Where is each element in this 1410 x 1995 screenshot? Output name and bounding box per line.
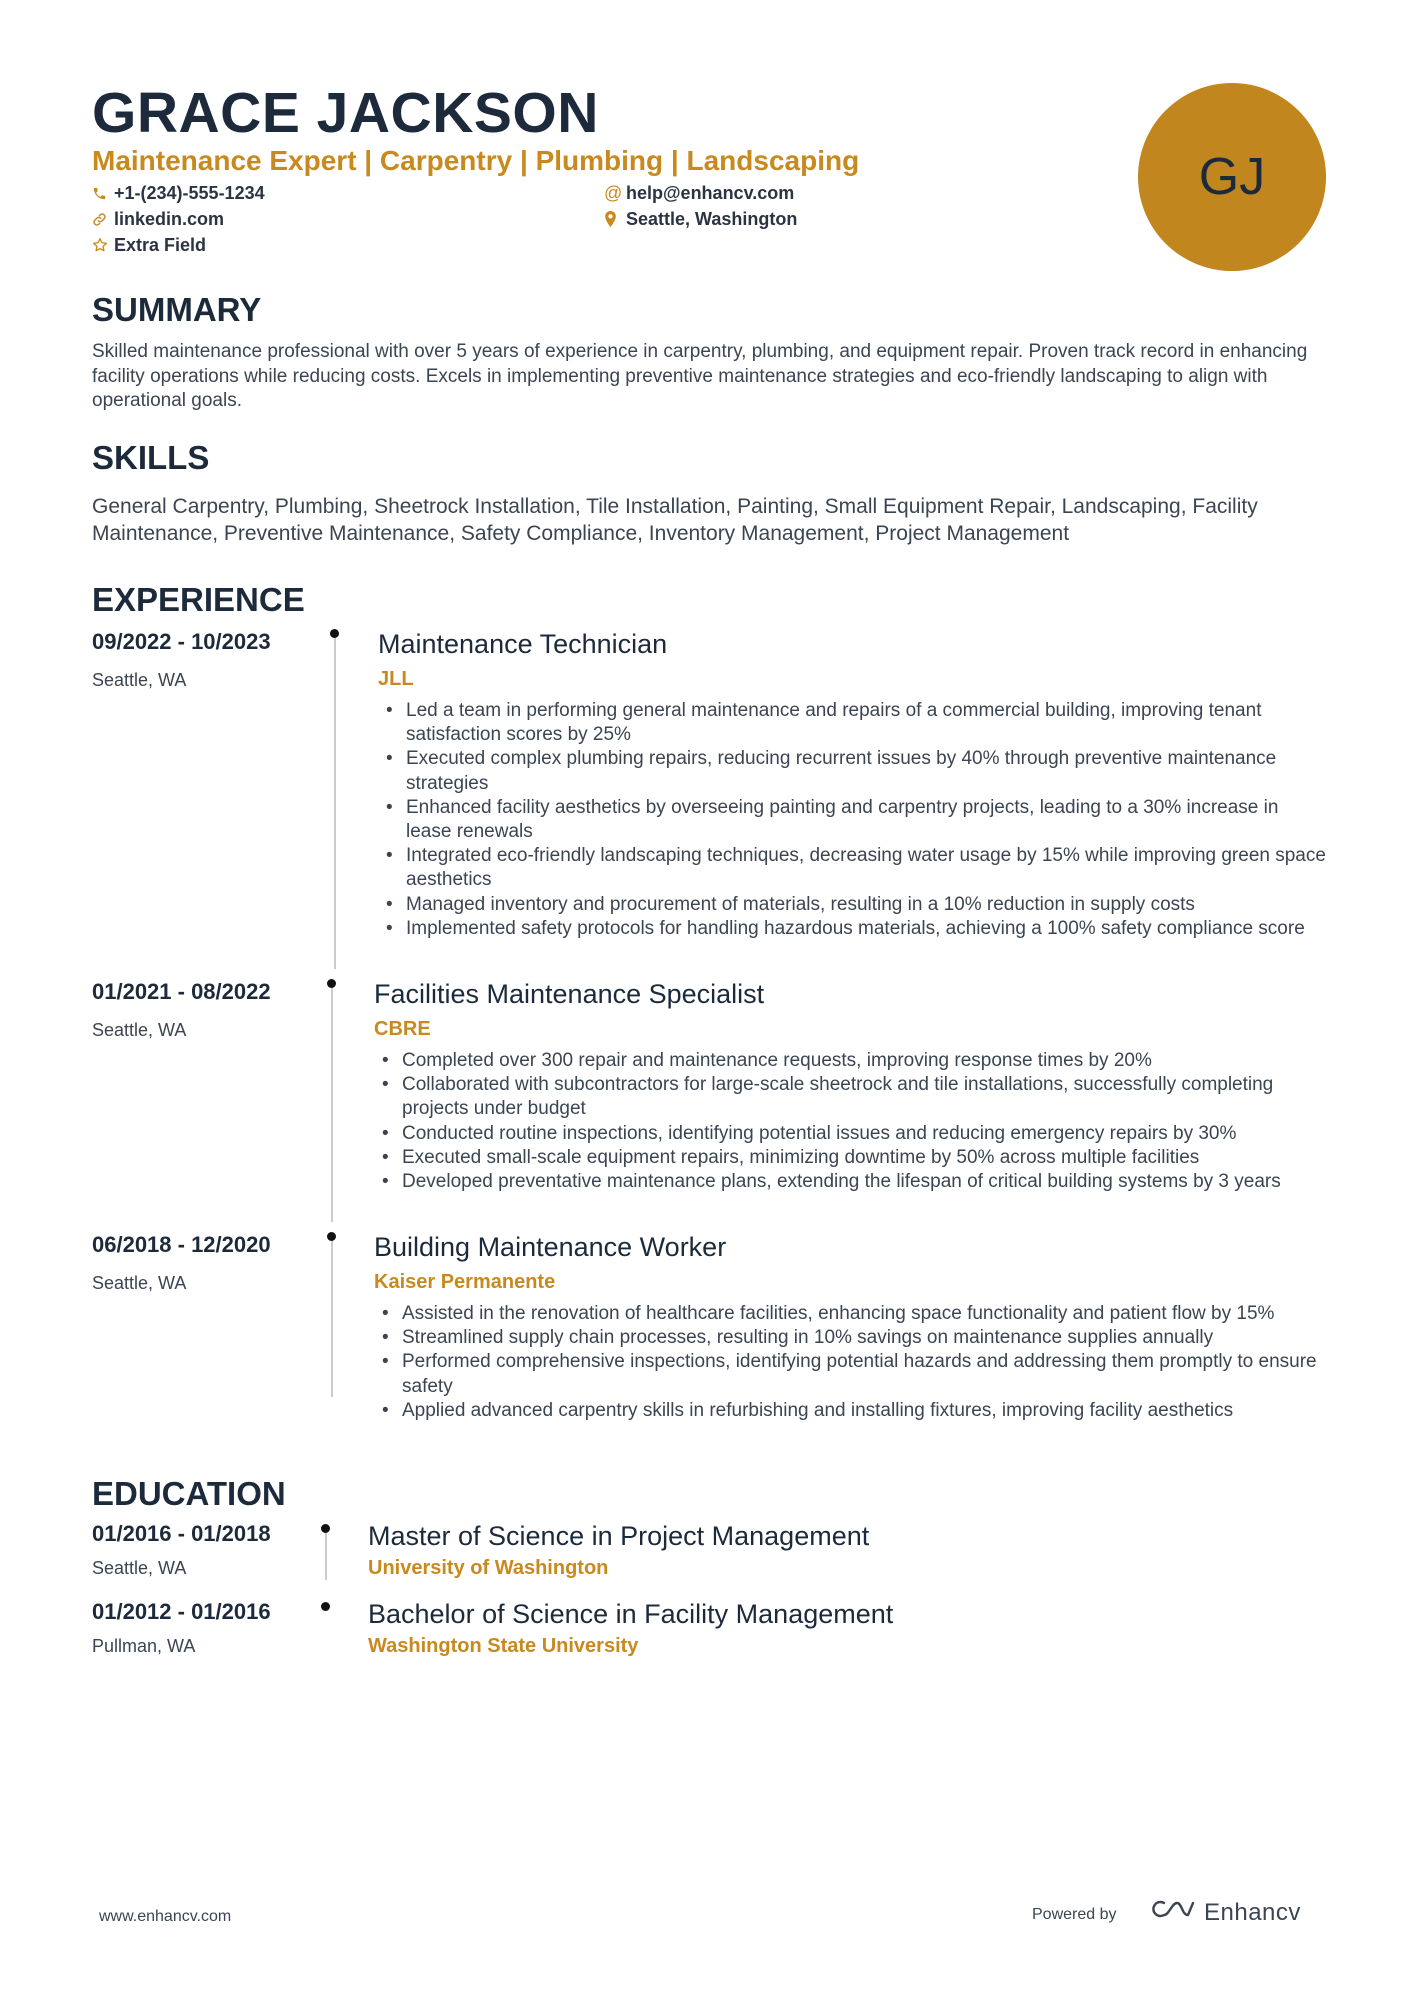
list-item: • Enhanced facility aesthetics by overseeing painting and carpentry projects, leading to a 30% increase in lease renewals bbox=[378, 796, 1328, 844]
list-item: • Completed over 300 repair and maintenance requests, improving response times by 20% bbox=[374, 1049, 1334, 1073]
linkedin-text: linkedin.com bbox=[114, 209, 225, 229]
location-text: Seattle, Washington bbox=[626, 209, 798, 229]
education-location: Seattle, WA bbox=[92, 1558, 187, 1578]
at-icon: @ bbox=[604, 183, 623, 203]
timeline-line bbox=[334, 633, 336, 969]
list-item: • Managed inventory and procurement of materials, resulting in a 10% reduction in supply costs bbox=[378, 893, 1328, 917]
extra-text: Extra Field bbox=[114, 235, 207, 255]
job-role: Building Maintenance Worker bbox=[374, 1232, 727, 1262]
job-location: Seattle, WA bbox=[92, 1273, 187, 1293]
contact-extra bbox=[92, 233, 206, 257]
location-pin-icon bbox=[604, 211, 626, 227]
list-item: • Streamlined supply chain processes, resulting in 10% savings on maintenance supplies annually bbox=[374, 1326, 1334, 1350]
list-item: • Implemented safety protocols for handling hazardous materials, achieving a 100% safety compliance score bbox=[378, 917, 1328, 941]
footer-brand-name: Enhancv bbox=[1204, 1898, 1301, 1926]
link-icon bbox=[92, 212, 114, 227]
avatar-initials: GJ bbox=[1198, 148, 1266, 206]
contact-phone[interactable] bbox=[92, 181, 265, 205]
list-item: • Conducted routine inspections, identifying potential issues and reducing emergency repairs by 30% bbox=[374, 1122, 1334, 1146]
skills-title: SKILLS bbox=[92, 439, 210, 476]
job-company: JLL bbox=[378, 668, 414, 690]
skills-text: General Carpentry, Plumbing, Sheetrock Installation, Tile Installation, Painting, Small Equipment Repair, Landscaping, Facility Maintenance, Preventive Maintenance, Safety Compliance, Inventory Management, Project Management bbox=[92, 495, 1258, 545]
summary-text: Skilled maintenance professional with over 5 years of experience in carpentry, plumbing, and equipment repair. Proven track record in enhancing facility operations while reducing costs. Excels in implementing preventive maintenance strategies and eco-friendly landscaping to align with operational goals. bbox=[92, 341, 1308, 411]
candidate-headline: Maintenance Expert | Carpentry | Plumbing | Landscaping bbox=[92, 145, 860, 176]
education-dates: 01/2012 - 01/2016 bbox=[92, 1599, 271, 1624]
timeline-dot bbox=[330, 629, 339, 638]
timeline-line bbox=[331, 986, 333, 1222]
star-icon bbox=[92, 237, 114, 253]
education-degree: Bachelor of Science in Facility Management bbox=[368, 1599, 894, 1629]
education-dates: 01/2016 - 01/2018 bbox=[92, 1521, 271, 1546]
job-dates: 06/2018 - 12/2020 bbox=[92, 1232, 271, 1257]
job-dates: 01/2021 - 08/2022 bbox=[92, 979, 271, 1004]
footer-brand[interactable] bbox=[1150, 1897, 1301, 1928]
job-role: Facilities Maintenance Specialist bbox=[374, 979, 765, 1009]
education-school: Washington State University bbox=[368, 1635, 639, 1657]
job-company: CBRE bbox=[374, 1018, 431, 1040]
list-item: • Developed preventative maintenance plans, extending the lifespan of critical building systems by 3 years bbox=[374, 1170, 1334, 1194]
phone-icon bbox=[92, 186, 114, 201]
avatar bbox=[1138, 83, 1326, 271]
footer-powered-by: Powered by bbox=[1032, 1906, 1117, 1923]
list-item: • Executed small-scale equipment repairs, minimizing downtime by 50% across multiple facilities bbox=[374, 1146, 1334, 1170]
job-role: Maintenance Technician bbox=[378, 629, 668, 659]
job-location: Seattle, WA bbox=[92, 670, 187, 690]
contact-email[interactable] bbox=[604, 181, 794, 205]
list-item: • Executed complex plumbing repairs, reducing recurrent issues by 40% through preventive maintenance strategies bbox=[378, 747, 1328, 795]
timeline-dot bbox=[321, 1602, 330, 1611]
list-item: • Applied advanced carpentry skills in refurbishing and installing fixtures, improving facility aesthetics bbox=[374, 1399, 1334, 1423]
job-dates: 09/2022 - 10/2023 bbox=[92, 629, 271, 654]
timeline-dot bbox=[327, 979, 336, 988]
timeline-line bbox=[331, 1239, 333, 1397]
education-school: University of Washington bbox=[368, 1557, 609, 1579]
list-item: • Integrated eco-friendly landscaping techniques, decreasing water usage by 15% while improving green space aesthetics bbox=[378, 844, 1328, 892]
list-item: • Collaborated with subcontractors for large-scale sheetrock and tile installations, successfully completing projects under budget bbox=[374, 1073, 1334, 1121]
candidate-name: GRACE JACKSON bbox=[92, 81, 599, 145]
contact-location bbox=[604, 207, 797, 231]
list-item: • Led a team in performing general maintenance and repairs of a commercial building, improving tenant satisfaction scores by 25% bbox=[378, 699, 1328, 747]
footer-url[interactable]: www.enhancv.com bbox=[99, 1908, 232, 1925]
job-bullets bbox=[378, 699, 1328, 941]
job-company: Kaiser Permanente bbox=[374, 1271, 556, 1293]
phone-text: +1-(234)-555-1234 bbox=[114, 183, 265, 203]
list-item: • Assisted in the renovation of healthcare facilities, enhancing space functionality and patient flow by 15% bbox=[374, 1302, 1334, 1326]
summary-title: SUMMARY bbox=[92, 291, 262, 328]
job-bullets bbox=[374, 1049, 1334, 1194]
contact-linkedin[interactable] bbox=[92, 207, 224, 231]
education-degree: Master of Science in Project Management bbox=[368, 1521, 870, 1551]
job-location: Seattle, WA bbox=[92, 1020, 187, 1040]
education-location: Pullman, WA bbox=[92, 1636, 196, 1656]
email-text: help@enhancv.com bbox=[626, 183, 795, 203]
list-item: • Performed comprehensive inspections, identifying potential hazards and addressing them promptly to ensure safety bbox=[374, 1350, 1334, 1398]
education-title: EDUCATION bbox=[92, 1475, 286, 1512]
timeline-line bbox=[325, 1532, 327, 1580]
timeline-dot bbox=[327, 1232, 336, 1241]
experience-title: EXPERIENCE bbox=[92, 581, 305, 618]
enhancv-logo-icon bbox=[1150, 1897, 1196, 1928]
timeline-dot bbox=[321, 1524, 330, 1533]
job-bullets bbox=[374, 1302, 1334, 1423]
